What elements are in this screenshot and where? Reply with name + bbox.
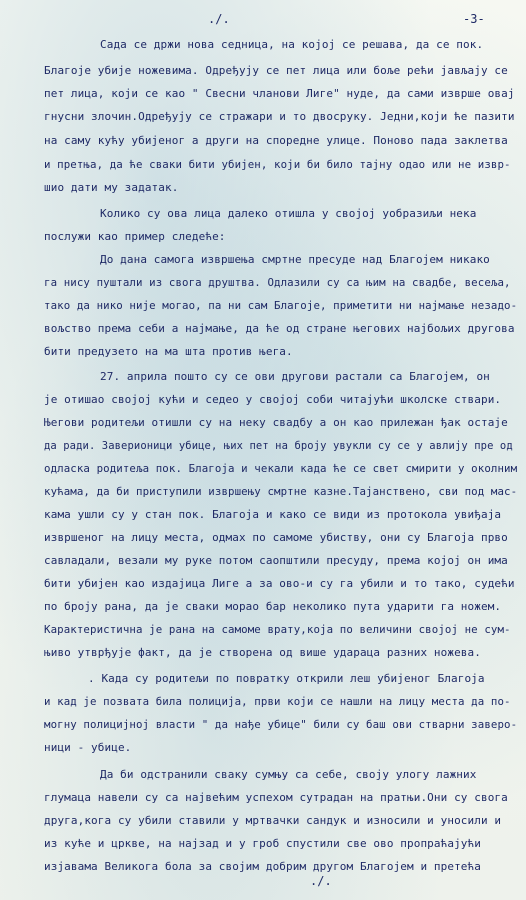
text-line: глумаца навели су са највећим успехом сутрадан на пратњи.Они су свога	[44, 791, 508, 804]
page-number: -3-	[463, 12, 485, 26]
text-line: одласка родитеља пок. Благоја и чекали када ће се свет смирити у околним	[44, 462, 518, 475]
text-line: . Када су родитељи по повратку открили леш убијеног Благоја	[88, 672, 485, 685]
text-line: по броју рана, да је сваки морао бар неколико пута ударити га ножем.	[44, 600, 502, 613]
text-line: га нису пуштали из свога друштва. Одлазили су са њим на свадбе, весеља,	[44, 276, 511, 289]
text-line: вољство према себи а најмање, да ће од стране његових најбољих другова	[44, 322, 515, 335]
text-line: Благоје убије ножевима. Одређују се пет лица или боље рећи јављају се	[44, 64, 508, 77]
text-line: ници - убице.	[44, 741, 132, 754]
text-line: Његови родитељи отишли су на неку свадбу а он као прилежан ђак остаје	[44, 416, 508, 429]
text-line: гнусни злочин.Одређују се стражари и то двосруку. Једни,који ће пазити	[44, 110, 515, 123]
text-line: 27. априла пошто су се ови другови растали са Благојем, он	[100, 370, 490, 383]
text-line: Карактеристична је рана на самоме врату,која по величини својој не сум-	[44, 623, 511, 636]
text-line: на саму кућу убијеног а други на споредне улице. Поново пада заклетва	[44, 134, 508, 147]
text-line: изјавама Великога бола за својим добрим другом Благојем и претећа	[44, 860, 481, 873]
text-line: могну полицијној власти " да нађе убице" били су баш ови стварни заверо-	[44, 718, 518, 731]
text-line: пет лица, који се као " Свесни чланови Лиге" нуде, да сами изврше овај	[44, 87, 515, 100]
text-line: и претња, да ће сваки бити убијен, који би било тајну одао или не извр-	[44, 158, 511, 171]
text-line: шио дати му задатак.	[44, 181, 179, 194]
text-line: из куће и цркве, на најзад и у гроб спустили све ово пропраћајући	[44, 837, 481, 850]
text-line: бити предузето на ма шта против њега.	[44, 345, 293, 358]
text-line: је отишао својој кући и седео у својој соби читајући школске ствари.	[44, 393, 502, 406]
text-line: кућама, да би приступили извршењу смртне казне.Тајанствено, сви под мас-	[44, 485, 518, 498]
header-mark: ./.	[208, 12, 230, 26]
text-line: да ради. Заверионици убице, њих пет на броју увукли су се у авлију пре од	[44, 440, 513, 452]
text-line: Сада се држи нова седница, на којој се решава, да се пок.	[100, 38, 484, 51]
page-header	[0, 12, 526, 32]
text-line: бити убијен као издајица Лиге а за ово-и су га убили и то тако, судећи	[44, 577, 515, 590]
text-line: кама ушли су у стан пок. Благоја и како се види из протокола увиђаја	[44, 508, 502, 521]
text-line: савладали, везали му руке потом саопштили пресуду, према којој он има	[44, 554, 508, 567]
text-line: послужи као пример следеће:	[44, 230, 226, 243]
text-line: извршеног на лицу места, одмах по самоме убиству, они су Благоја прво	[44, 531, 508, 544]
text-line: тако да нико није могао, па ни сам Благоје, приметити ни најмање незадо-	[44, 299, 518, 312]
text-line: њиво утврђује факт, да је створена од више удараца разних ножева.	[44, 646, 481, 659]
text-line: До дана самога извршења смртне пресуде над Благојем никако	[100, 253, 490, 266]
text-line: друга,кога су убили ставили у мртвачки сандук и износили и уносили и	[44, 814, 502, 827]
text-line: Колико су ова лица далеко отишла у својој уобразиљи нека	[100, 207, 477, 220]
text-line: и кад је позвата била полиција, први који се нашли на лицу места да по-	[44, 695, 511, 708]
text-line: Да би одстранили сваку сумњу са себе, своју улогу лажних	[100, 768, 477, 781]
page-footer-mark: ./.	[310, 874, 332, 888]
